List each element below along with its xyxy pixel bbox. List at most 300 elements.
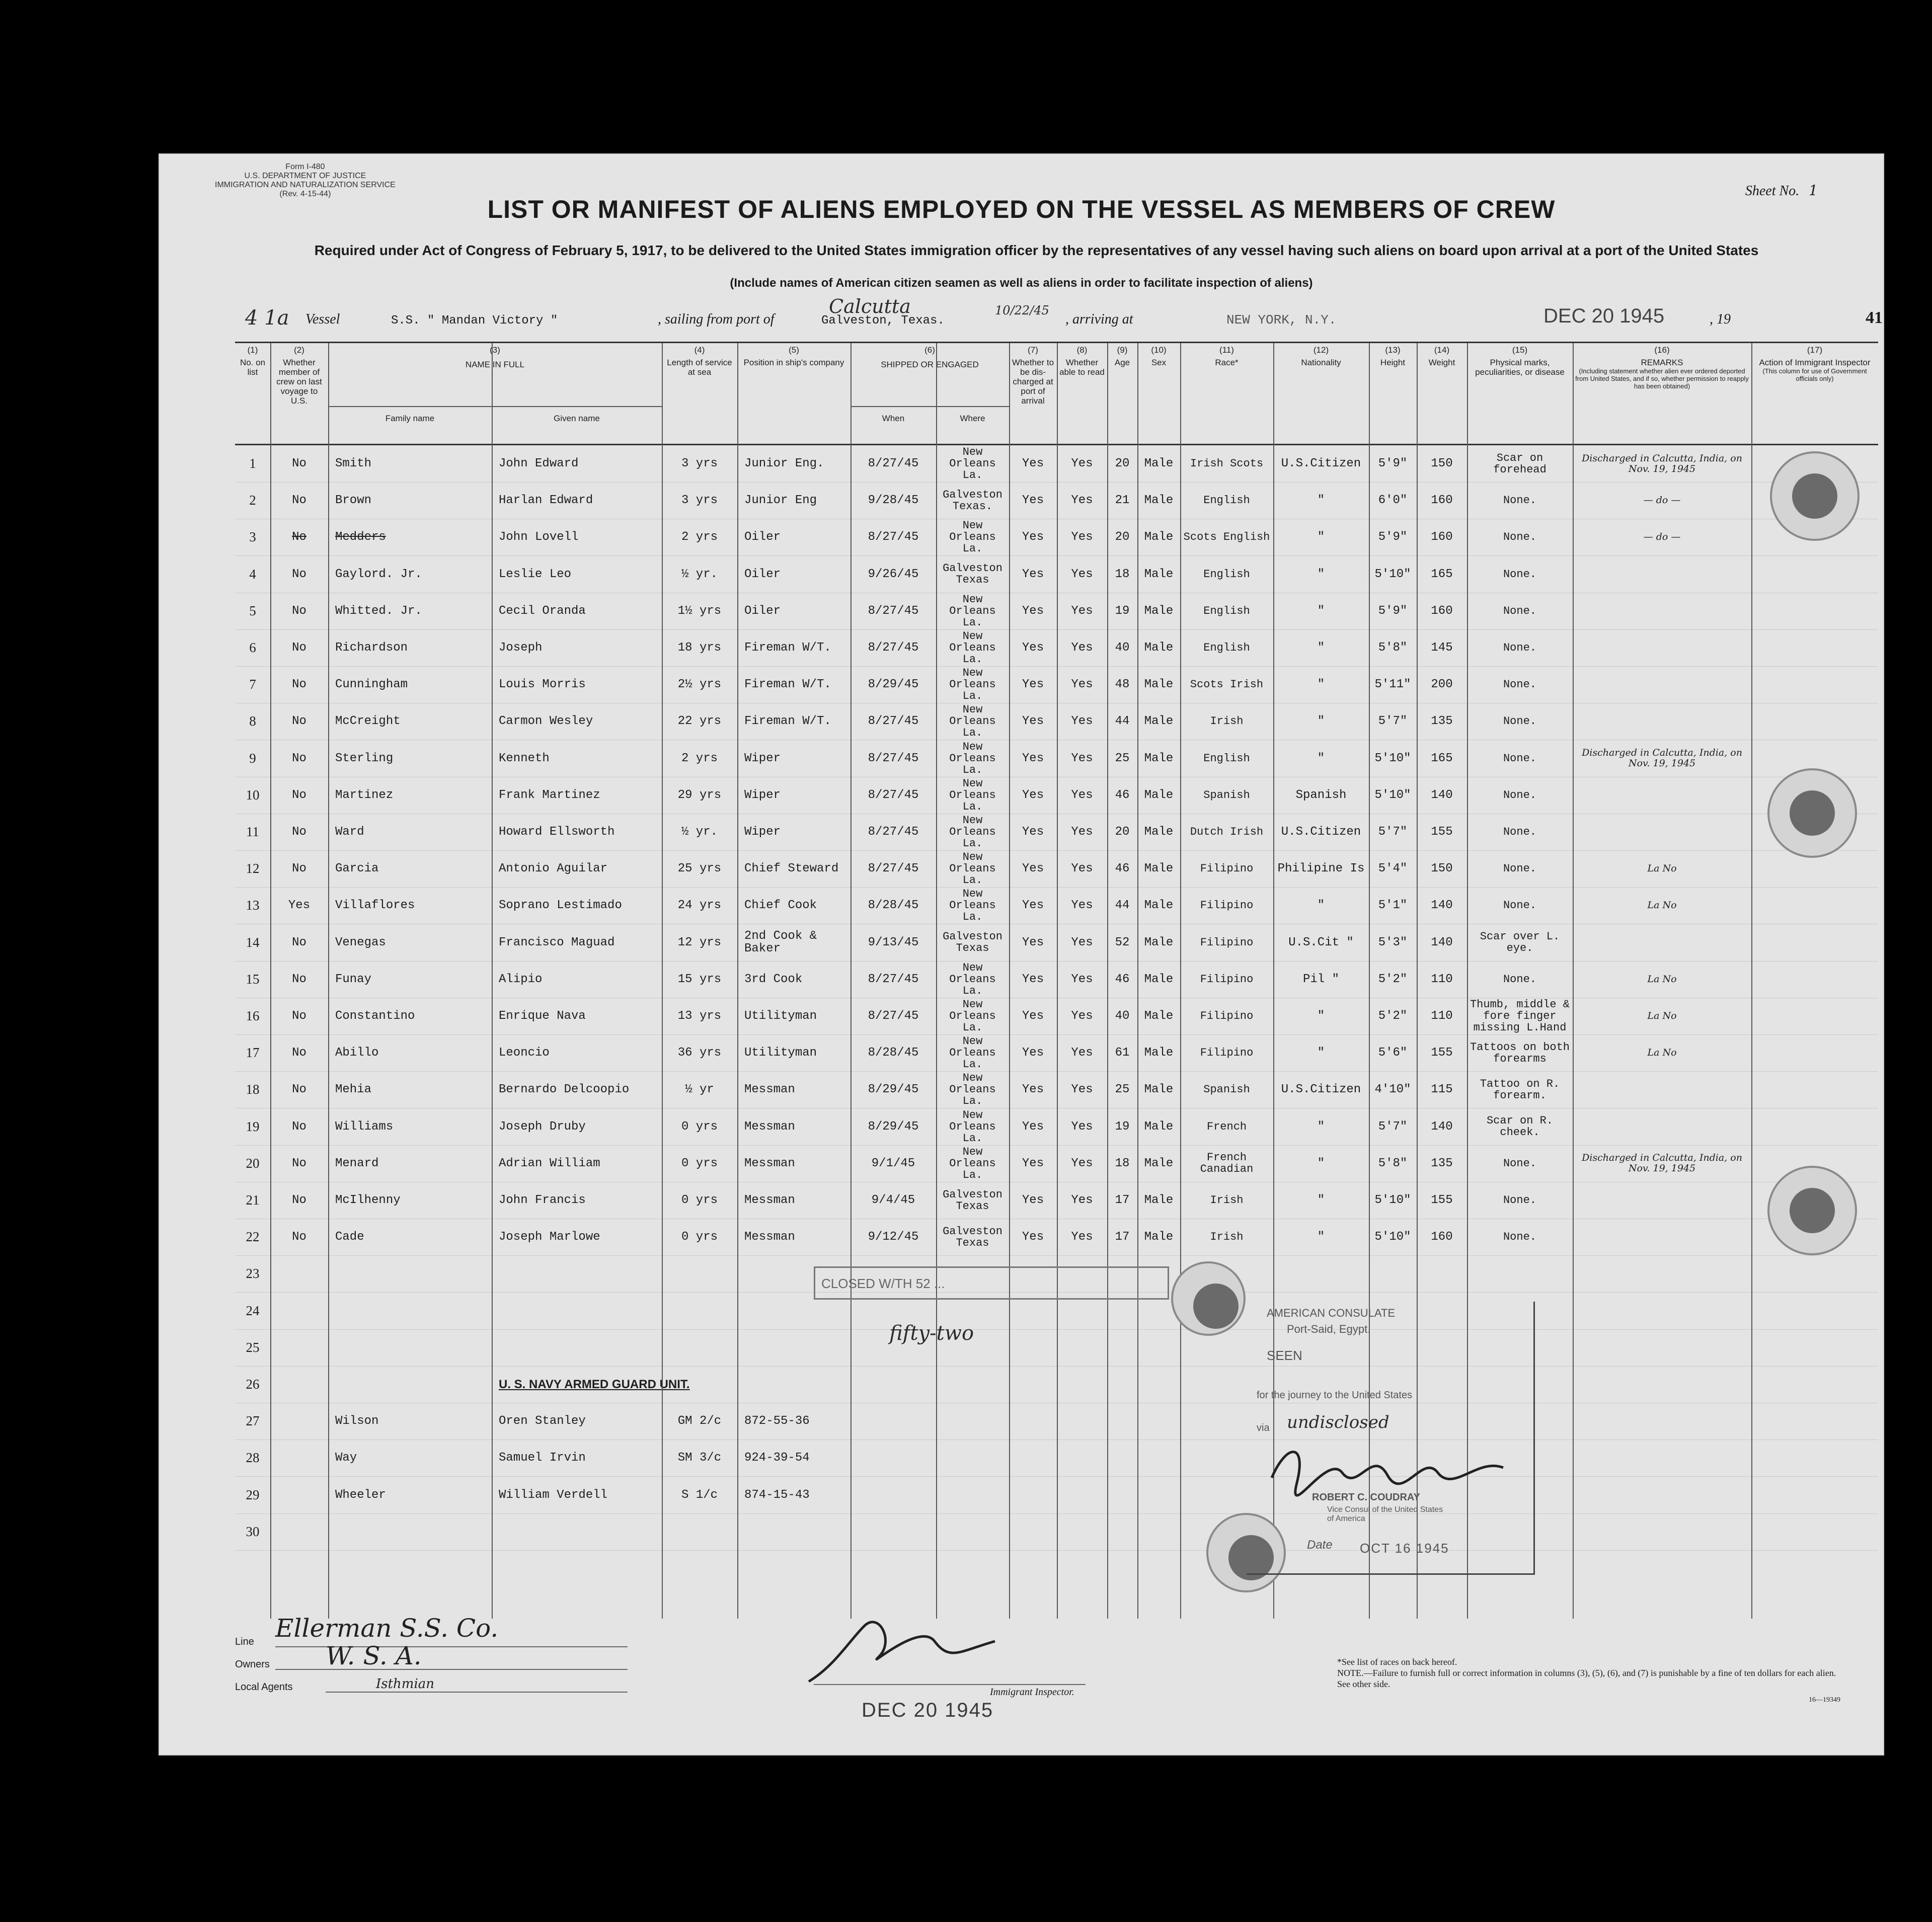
cell-no: 2: [249, 493, 256, 508]
cell-read: Yes: [1071, 604, 1093, 618]
cell-where: New Orleans La.: [949, 703, 996, 740]
column-label: NAME IN FULL: [465, 360, 525, 369]
cell-read: Yes: [1071, 1083, 1093, 1097]
cell-no: 7: [249, 677, 256, 692]
cell-read: Yes: [1071, 457, 1093, 470]
closed-stamp: [814, 1266, 1169, 1300]
cell-where: New Orleans La.: [949, 667, 996, 703]
page-title: LIST OR MANIFEST OF ALIENS EMPLOYED ON THE VESSEL AS MEMBERS OF CREW: [487, 195, 1556, 223]
cell-nat: Spanish: [1295, 788, 1347, 802]
cell-sex: Male: [1144, 935, 1174, 949]
cell-when: 8/27/45: [868, 825, 919, 839]
print-code: 16—19349: [1809, 1696, 1840, 1704]
cell-given: Leslie Leo: [499, 567, 572, 581]
cell-race: Spanish: [1203, 1083, 1250, 1096]
cell-race: Irish: [1210, 715, 1244, 728]
cell-position: Messman: [744, 1193, 795, 1207]
cell-marks: None.: [1503, 531, 1536, 544]
cell-given: John Francis: [499, 1193, 586, 1207]
cell-weight: 145: [1431, 641, 1453, 655]
cell-nat: ": [1317, 899, 1325, 913]
cell-race: Filipino: [1200, 862, 1254, 875]
cell-given: Joseph Marlowe: [499, 1230, 600, 1244]
cell-nat: Philipine Is: [1277, 862, 1365, 876]
cell-family: Funay: [335, 972, 372, 986]
cell-no: 29: [246, 1487, 260, 1502]
column-sublabel: (This column for use of Government officials only): [1762, 367, 1867, 382]
manifest-sheet: [159, 153, 1884, 1755]
cell-when: 8/28/45: [868, 1046, 919, 1060]
cell-when: 8/27/45: [868, 1009, 919, 1023]
cell-sex: Male: [1144, 899, 1174, 913]
column-divider: [936, 343, 937, 1619]
column-divider: [851, 343, 852, 1619]
cell-no: 21: [246, 1192, 260, 1208]
column-label: Weight: [1428, 358, 1455, 367]
cell-sex: Male: [1144, 457, 1174, 470]
column-header: [1009, 343, 1057, 444]
cell-age: 25: [1115, 1083, 1130, 1097]
cell-disch: Yes: [1022, 567, 1044, 581]
cell-read: Yes: [1071, 1009, 1093, 1023]
cell-where: Galveston Texas.: [943, 488, 1002, 513]
column-number: (4): [694, 345, 705, 355]
page-number: 41: [1866, 308, 1883, 327]
cell-given: Adrian William: [499, 1156, 600, 1170]
sailing-label: , sailing from port of: [658, 311, 775, 327]
cell-position: Chief Cook: [744, 899, 817, 913]
cell-race: English: [1203, 604, 1250, 617]
column-header: [1057, 343, 1107, 444]
cell-last: No: [292, 678, 306, 692]
cell-position: 924-39-54: [744, 1451, 810, 1465]
cell-weight: 155: [1431, 1046, 1453, 1060]
cell-given: Samuel Irvin: [499, 1451, 586, 1465]
cell-position: Fireman W/T.: [744, 714, 831, 729]
cell-weight: 115: [1431, 1083, 1453, 1097]
cell-race: Spanish: [1203, 788, 1250, 802]
column-label: Sex: [1151, 358, 1167, 367]
cell-when: 8/27/45: [868, 862, 919, 876]
column-header: [1573, 343, 1751, 444]
cell-last: No: [292, 1119, 306, 1134]
cell-where: New Orleans La.: [949, 1035, 996, 1071]
cell-height: 5'7": [1378, 1119, 1408, 1134]
cell-age: 61: [1115, 1046, 1130, 1060]
consular-seal: [1171, 1261, 1246, 1336]
consular-seal: [1770, 451, 1860, 541]
arriving-port: NEW YORK, N.Y.: [1226, 312, 1337, 328]
cell-disch: Yes: [1022, 641, 1044, 655]
vessel-label: Vessel: [305, 311, 340, 327]
cell-sex: Male: [1144, 530, 1174, 544]
cell-marks: None.: [1503, 1194, 1536, 1207]
sheet-label: Sheet No.: [1745, 183, 1800, 199]
column-number: (6): [924, 345, 935, 355]
cell-nat: U.S.Citizen: [1281, 457, 1361, 470]
column-divider: [1573, 343, 1574, 1619]
inspector-date-stamp: DEC 20 1945: [862, 1699, 994, 1721]
consulate-line2: Port-Said, Egypt.: [1287, 1323, 1371, 1335]
cell-read: Yes: [1071, 1230, 1093, 1244]
cell-where: New Orleans La.: [949, 519, 996, 555]
cell-service: 24 yrs: [677, 899, 722, 913]
cell-disch: Yes: [1022, 1046, 1044, 1060]
cell-service: ½ yr: [685, 1083, 714, 1097]
line-label: Line: [235, 1636, 254, 1647]
cell-position: Oiler: [744, 567, 781, 581]
cell-family: Sterling: [335, 751, 394, 765]
column-divider: [492, 343, 493, 1619]
cell-nat: U.S.Citizen: [1281, 1083, 1361, 1097]
vessel-name: S.S. " Mandan Victory ": [391, 314, 558, 328]
cell-service: 22 yrs: [677, 714, 722, 729]
cell-last: No: [292, 935, 306, 949]
cell-last: No: [292, 788, 306, 802]
consul-title: Vice Consul of the United States of America: [1327, 1505, 1443, 1523]
cell-given: Antonio Aguilar: [499, 862, 608, 876]
cell-age: 44: [1115, 899, 1130, 913]
cell-race: English: [1203, 642, 1250, 654]
consulate-seen: SEEN: [1267, 1348, 1302, 1363]
consular-seal: [1767, 1166, 1857, 1255]
cell-position: Utilityman: [744, 1046, 817, 1060]
cell-nat: U.S.Cit ": [1288, 935, 1354, 949]
cell-race: English: [1203, 568, 1250, 581]
column-number: (16): [1654, 345, 1670, 355]
cell-nat: ": [1317, 494, 1325, 508]
cell-position: Messman: [744, 1119, 795, 1134]
cell-race: Dutch Irish: [1190, 826, 1264, 838]
cell-where: New Orleans La.: [949, 851, 996, 887]
cell-family: Abillo: [335, 1046, 379, 1060]
column-sublabel: Where: [960, 414, 985, 423]
cell-read: Yes: [1071, 567, 1093, 581]
cell-height: 5'7": [1378, 714, 1408, 729]
cell-where: New Orleans La.: [949, 593, 996, 629]
cell-read: Yes: [1071, 641, 1093, 655]
column-label: REMARKS: [1641, 358, 1683, 367]
note-penalty: NOTE.—Failure to furnish full or correct information in columns (3), (5), (6), and (7) is punishable by a fine of ten dollars for each alien. See other side.: [1337, 1668, 1836, 1689]
year-label: , 19: [1710, 311, 1731, 327]
cell-given: Harlan Edward: [499, 494, 593, 508]
cell-given: Francisco Maguad: [499, 935, 615, 949]
column-divider: [1751, 343, 1752, 1619]
cell-nat: ": [1317, 1230, 1325, 1244]
cell-sex: Male: [1144, 567, 1174, 581]
cell-when: 8/27/45: [868, 604, 919, 618]
cell-height: 5'10": [1374, 567, 1411, 581]
cell-marks: None.: [1503, 1231, 1536, 1244]
cell-position: Messman: [744, 1156, 795, 1170]
column-label: Physical marks, peculiarities, or disease: [1475, 358, 1565, 377]
form-service: IMMIGRATION AND NATURALIZATION SERVICE: [215, 181, 396, 189]
cell-last: No: [292, 567, 306, 581]
cell-where: New Orleans La.: [949, 998, 996, 1034]
cell-no: 26: [246, 1377, 260, 1392]
cell-no: 11: [246, 824, 259, 839]
cell-where: Galveston Texas: [943, 562, 1002, 587]
cell-read: Yes: [1071, 530, 1093, 544]
cell-given: U. S. NAVY ARMED GUARD UNIT.: [499, 1378, 690, 1391]
cell-nat: ": [1317, 1046, 1325, 1060]
cell-no: 19: [246, 1118, 260, 1134]
cell-weight: 155: [1431, 1193, 1453, 1207]
cell-when: 9/28/45: [868, 494, 919, 508]
cell-read: Yes: [1071, 862, 1093, 876]
column-divider: [737, 343, 738, 1619]
cell-no: 1: [249, 456, 256, 471]
cell-disch: Yes: [1022, 604, 1044, 618]
cell-sex: Male: [1144, 788, 1174, 802]
sheet-value: 1: [1809, 182, 1818, 199]
cell-family: Brown: [335, 494, 372, 508]
cell-where: Galveston Texas: [943, 1188, 1002, 1213]
cell-service: 36 yrs: [677, 1046, 722, 1060]
subtitle: Required under Act of Congress of February 5, 1917, to be delivered to the United States immigration officer by the representatives of any vessel having such aliens on board upon arrival at a port of the United States: [314, 243, 1759, 258]
cell-last: No: [292, 862, 306, 876]
cell-marks: None.: [1503, 494, 1536, 507]
cell-sex: Male: [1144, 1009, 1174, 1023]
cell-given: Carmon Wesley: [499, 714, 593, 729]
column-number: (15): [1512, 345, 1528, 355]
consulate-journey: for the journey to the United States: [1257, 1390, 1413, 1401]
cell-read: Yes: [1071, 1193, 1093, 1207]
cell-when: 8/27/45: [868, 751, 919, 765]
column-label: Whether able to read: [1059, 358, 1105, 377]
cell-sex: Male: [1144, 678, 1174, 692]
form-id: Form I-480: [285, 163, 325, 171]
cell-position: Oiler: [744, 604, 781, 618]
cell-weight: 165: [1431, 567, 1453, 581]
cell-no: 10: [246, 787, 260, 803]
cell-remarks: Discharged in Calcutta, India, on Nov. 19, 1945: [1582, 1152, 1742, 1174]
cell-marks: None.: [1503, 899, 1536, 912]
cell-height: 5'10": [1374, 1230, 1411, 1244]
consulate-stamp: [1247, 1302, 1535, 1575]
cell-last: No: [292, 1046, 306, 1060]
cell-sex: Male: [1144, 1119, 1174, 1134]
cell-read: Yes: [1071, 1119, 1093, 1134]
cell-read: Yes: [1071, 494, 1093, 508]
consul-date-label: Date: [1307, 1538, 1333, 1552]
cell-family: Gaylord. Jr.: [335, 567, 422, 581]
cell-service: 12 yrs: [677, 935, 722, 949]
inspector-label: Immigrant Inspector.: [990, 1687, 1074, 1698]
cell-where: New Orleans La.: [949, 961, 996, 997]
cell-when: 8/27/45: [868, 457, 919, 470]
cell-disch: Yes: [1022, 972, 1044, 986]
cell-nat: ": [1317, 1156, 1325, 1170]
cell-weight: 150: [1431, 457, 1453, 470]
cell-nat: U.S.Citizen: [1281, 825, 1361, 839]
agents-label: Local Agents: [235, 1681, 293, 1693]
cell-marks: Scar over L. eye.: [1480, 930, 1560, 955]
cell-when: 9/1/45: [871, 1156, 915, 1170]
cell-nat: ": [1317, 678, 1325, 692]
cell-given: Leoncio: [499, 1046, 550, 1060]
cell-no: 16: [246, 1008, 260, 1023]
column-header: [1751, 343, 1878, 444]
column-divider: [1009, 343, 1010, 1619]
cell-when: 8/29/45: [868, 1083, 919, 1097]
cell-given: John Edward: [499, 457, 579, 470]
cell-read: Yes: [1071, 935, 1093, 949]
cell-age: 48: [1115, 678, 1130, 692]
cell-sex: Male: [1144, 1156, 1174, 1170]
cell-race: English: [1203, 752, 1250, 765]
cell-nat: ": [1317, 1193, 1325, 1207]
cell-read: Yes: [1071, 825, 1093, 839]
cell-read: Yes: [1071, 678, 1093, 692]
cell-disch: Yes: [1022, 1230, 1044, 1244]
cell-height: 5'9": [1378, 457, 1408, 470]
column-number: (1): [247, 345, 258, 355]
cell-age: 17: [1115, 1230, 1130, 1244]
column-divider: [1180, 343, 1181, 1619]
cell-race: English: [1203, 494, 1250, 507]
cell-read: Yes: [1071, 1046, 1093, 1060]
cell-height: 5'10": [1374, 788, 1411, 802]
column-number: (7): [1028, 345, 1038, 355]
cell-height: 5'9": [1378, 604, 1408, 618]
cell-marks: None.: [1503, 862, 1536, 875]
cell-weight: 165: [1431, 751, 1453, 765]
cell-height: 5'6": [1378, 1046, 1408, 1060]
cell-marks: None.: [1503, 642, 1536, 654]
column-divider: [270, 343, 271, 1619]
cell-marks: Thumb, middle & fore finger missing L.Hand: [1470, 998, 1570, 1034]
cell-given: Oren Stanley: [499, 1414, 586, 1428]
cell-family: McCreight: [335, 714, 401, 729]
cell-last: No: [292, 751, 306, 765]
cell-given: Joseph Druby: [499, 1119, 586, 1134]
cell-when: 8/27/45: [868, 972, 919, 986]
cell-disch: Yes: [1022, 1083, 1044, 1097]
arrival-date-stamp: DEC 20 1945: [1543, 305, 1665, 327]
cell-family: Smith: [335, 457, 372, 470]
cell-service: S 1/c: [681, 1488, 718, 1502]
cell-weight: 140: [1431, 935, 1453, 949]
cell-disch: Yes: [1022, 825, 1044, 839]
column-divider: [1057, 343, 1058, 1619]
cell-family: Whitted. Jr.: [335, 604, 422, 618]
cell-height: 5'7": [1378, 825, 1408, 839]
column-sublabel: Family name: [385, 414, 435, 423]
cell-service: 0 yrs: [681, 1193, 718, 1207]
column-divider: [328, 343, 329, 1619]
cell-position: Messman: [744, 1083, 795, 1097]
cell-disch: Yes: [1022, 678, 1044, 692]
cell-family: Mehia: [335, 1083, 372, 1097]
cell-given: Bernardo Delcoopio: [499, 1083, 630, 1097]
cell-height: 4'10": [1374, 1083, 1411, 1097]
cell-last: No: [292, 1156, 306, 1170]
column-number: (10): [1151, 345, 1167, 355]
cell-height: 5'8": [1378, 1156, 1408, 1170]
cell-disch: Yes: [1022, 714, 1044, 729]
cell-where: Galveston Texas: [943, 930, 1002, 955]
cell-remarks: — do —: [1643, 495, 1681, 506]
cell-age: 40: [1115, 1009, 1130, 1023]
cell-where: New Orleans La.: [949, 1145, 996, 1181]
column-label: SHIPPED OR ENGAGED: [881, 360, 979, 369]
cell-height: 5'10": [1374, 751, 1411, 765]
cell-no: 4: [249, 566, 256, 582]
cell-sex: Male: [1144, 641, 1174, 655]
cell-nat: ": [1317, 530, 1325, 544]
form-dept: U.S. DEPARTMENT OF JUSTICE: [244, 172, 366, 180]
cell-last: No: [292, 1083, 306, 1097]
cell-service: 0 yrs: [681, 1119, 718, 1134]
cell-age: 20: [1115, 457, 1130, 470]
cell-marks: None.: [1503, 568, 1536, 581]
cell-service: ½ yr.: [681, 567, 718, 581]
cell-weight: 160: [1431, 494, 1453, 508]
cell-where: New Orleans La.: [949, 740, 996, 776]
cell-race: Scots Irish: [1190, 678, 1264, 691]
cell-nat: ": [1317, 1009, 1325, 1023]
cell-sex: Male: [1144, 494, 1174, 508]
column-number: (14): [1434, 345, 1450, 355]
cell-sex: Male: [1144, 862, 1174, 876]
cell-family: Venegas: [335, 935, 386, 949]
cell-marks: None.: [1503, 715, 1536, 728]
agents-rule: [326, 1692, 628, 1693]
owners-label: Owners: [235, 1659, 270, 1670]
cell-service: SM 3/c: [677, 1451, 722, 1465]
column-label: Race*: [1215, 358, 1239, 367]
cell-position: Messman: [744, 1230, 795, 1244]
cell-weight: 140: [1431, 788, 1453, 802]
cell-given: Frank Martinez: [499, 788, 600, 802]
cell-when: 8/28/45: [868, 899, 919, 913]
cell-no: 30: [246, 1524, 260, 1539]
inspector-signature: [794, 1611, 1005, 1687]
cell-given: Louis Morris: [499, 678, 586, 692]
cell-service: 13 yrs: [677, 1009, 722, 1023]
cell-last: No: [292, 530, 306, 544]
cell-age: 17: [1115, 1193, 1130, 1207]
cell-where: Galveston Texas: [943, 1225, 1002, 1249]
cell-given: John Lovell: [499, 530, 579, 544]
cell-weight: 160: [1431, 604, 1453, 618]
cell-service: 29 yrs: [677, 788, 722, 802]
sailing-port-hand: Calcutta: [829, 295, 911, 317]
owners-value: W. S. A.: [326, 1641, 422, 1670]
cell-no: 18: [246, 1082, 260, 1097]
column-header: [270, 343, 328, 444]
cell-weight: 110: [1431, 972, 1453, 986]
column-header: [328, 343, 662, 444]
sailing-port: Galveston, Texas.: [821, 314, 945, 328]
cell-sex: Male: [1144, 714, 1174, 729]
cell-family: Williams: [335, 1119, 394, 1134]
cell-family: Martinez: [335, 788, 394, 802]
cell-family: Cade: [335, 1230, 364, 1244]
cell-family: Wheeler: [335, 1488, 386, 1502]
cell-marks: None.: [1503, 973, 1536, 986]
column-label: Nationality: [1301, 358, 1341, 367]
cell-where: New Orleans La.: [949, 1108, 996, 1145]
agents-value: Isthmian: [376, 1676, 435, 1692]
column-header: [737, 343, 851, 444]
cell-given: Alipio: [499, 972, 543, 986]
cell-marks: None.: [1503, 604, 1536, 617]
cell-given: Howard Ellsworth: [499, 825, 615, 839]
cell-no: 28: [246, 1450, 260, 1466]
cell-no: 9: [249, 750, 256, 766]
